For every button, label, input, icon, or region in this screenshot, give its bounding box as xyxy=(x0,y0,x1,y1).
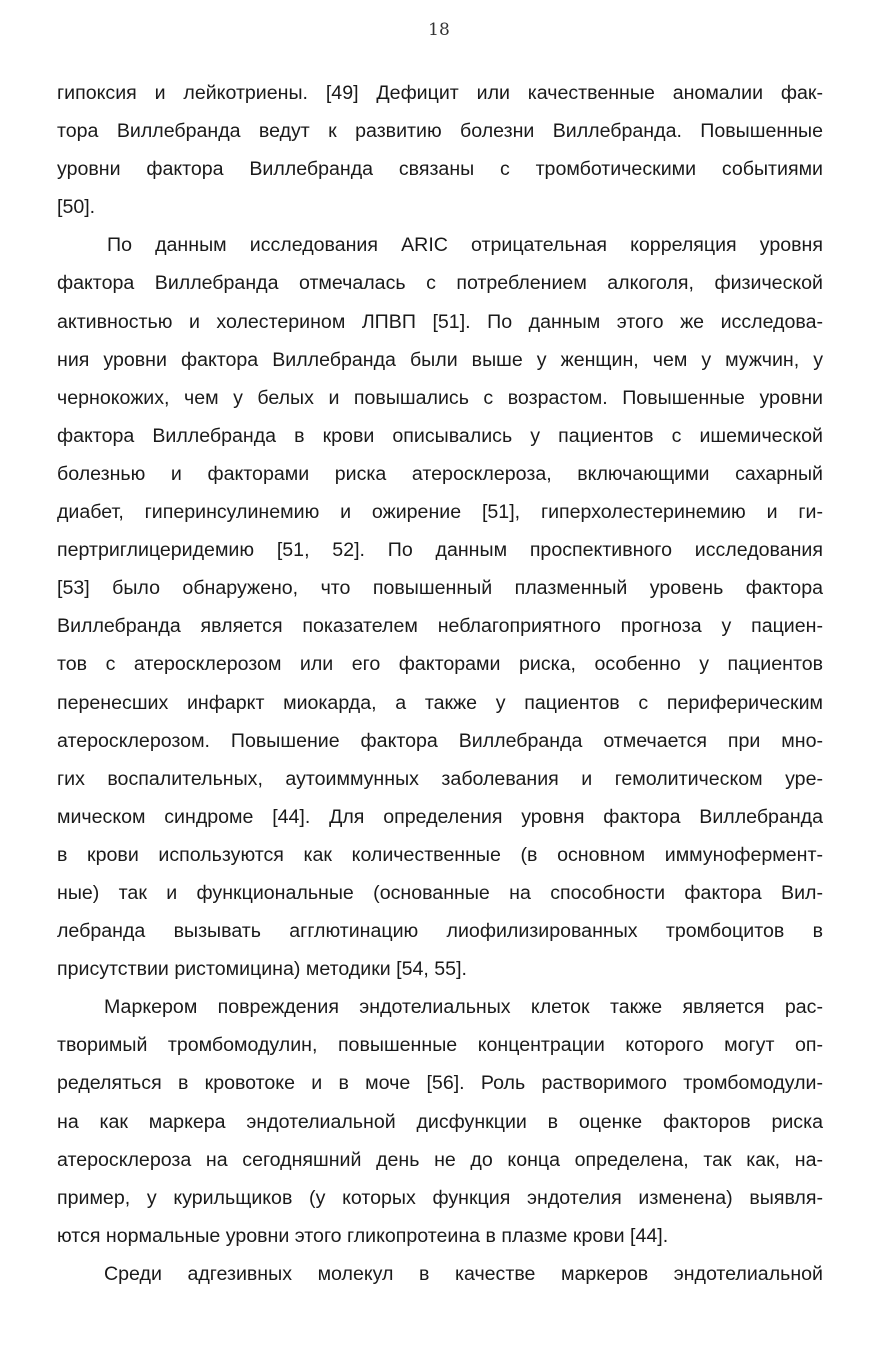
text-line: Среди адгезивных молекул в качестве маркеров эндотелиальной xyxy=(104,1262,823,1285)
paragraph-4 xyxy=(57,1255,823,1293)
text-line: Маркером повреждения эндотелиальных клеток также является рас- xyxy=(104,996,823,1019)
text-line: присутствии ристомицина) методики [54, 55]. xyxy=(57,958,467,981)
text-line: на как маркера эндотелиальной дисфункции в оценке факторов риска xyxy=(57,1110,823,1133)
text-line: перенесших инфаркт миокарда, а также у пациентов с периферическим xyxy=(57,691,823,714)
text-line: в крови используются как количественные (в основном иммунофермент- xyxy=(57,843,823,866)
text-line: чернокожих, чем у белых и повышались с возрастом. Повышенные уровни xyxy=(57,386,823,409)
text-line: тов с атеросклерозом или его факторами риска, особенно у пациентов xyxy=(57,653,823,676)
body-text xyxy=(57,74,823,1293)
text-line: мическом синдроме [44]. Для определения уровня фактора Виллебранда xyxy=(57,805,823,828)
text-line: атеросклерозом. Повышение фактора Виллебранда отмечается при мно- xyxy=(57,729,823,752)
text-line: По данным исследования ARIC отрицательная корреляция уровня xyxy=(107,234,823,257)
text-line: активностью и холестерином ЛПВП [51]. По данным этого же исследова- xyxy=(57,310,823,333)
page-number: 18 xyxy=(428,20,450,40)
text-line: ются нормальные уровни этого гликопротеина в плазме крови [44]. xyxy=(57,1224,669,1247)
text-line: ределяться в кровотоке и в моче [56]. Роль растворимого тромбомодули- xyxy=(57,1072,823,1095)
text-line: гипоксия и лейкотриены. [49] Дефицит или качественные аномалии фак- xyxy=(57,82,823,104)
text-line: ные) так и функциональные (основанные на способности фактора Вил- xyxy=(57,881,823,904)
text-line: тора Виллебранда ведут к развитию болезни Виллебранда. Повышенные xyxy=(57,120,823,143)
text-line: Виллебранда является показателем неблагоприятного прогноза у пациен- xyxy=(57,615,823,638)
text-line: гих воспалительных, аутоиммунных заболевания и гемолитическом уре- xyxy=(57,767,823,790)
text-line: творимый тромбомодулин, повышенные концентрации которого могут оп- xyxy=(57,1034,823,1057)
text-line: болезнью и факторами риска атеросклероза, включающими сахарный xyxy=(57,462,823,485)
text-line: [53] было обнаружено, что повышенный плазменный уровень фактора xyxy=(57,577,823,600)
text-line: фактора Виллебранда в крови описывались у пациентов с ишемической xyxy=(57,424,823,447)
paragraph-3 xyxy=(57,988,823,1255)
text-line: фактора Виллебранда отмечалась с потреблением алкоголя, физической xyxy=(57,272,823,295)
paragraph-2 xyxy=(57,226,823,988)
text-line: [50]. xyxy=(57,196,96,219)
paragraph-1 xyxy=(57,74,823,226)
text-line: атеросклероза на сегодняшний день не до конца определена, так как, на- xyxy=(57,1148,823,1171)
text-line: лебранда вызывать агглютинацию лиофилизированных тромбоцитов в xyxy=(57,920,823,943)
text-line: уровни фактора Виллебранда связаны с тромботическими событиями xyxy=(57,158,823,181)
text-line: пертриглицеридемию [51, 52]. По данным проспективного исследования xyxy=(57,539,823,562)
text-line: диабет, гиперинсулинемию и ожирение [51], гиперхолестеринемию и ги- xyxy=(57,501,823,524)
text-line: ния уровни фактора Виллебранда были выше у женщин, чем у мужчин, у xyxy=(57,348,823,371)
text-line: пример, у курильщиков (у которых функция эндотелия изменена) выявля- xyxy=(57,1186,823,1209)
